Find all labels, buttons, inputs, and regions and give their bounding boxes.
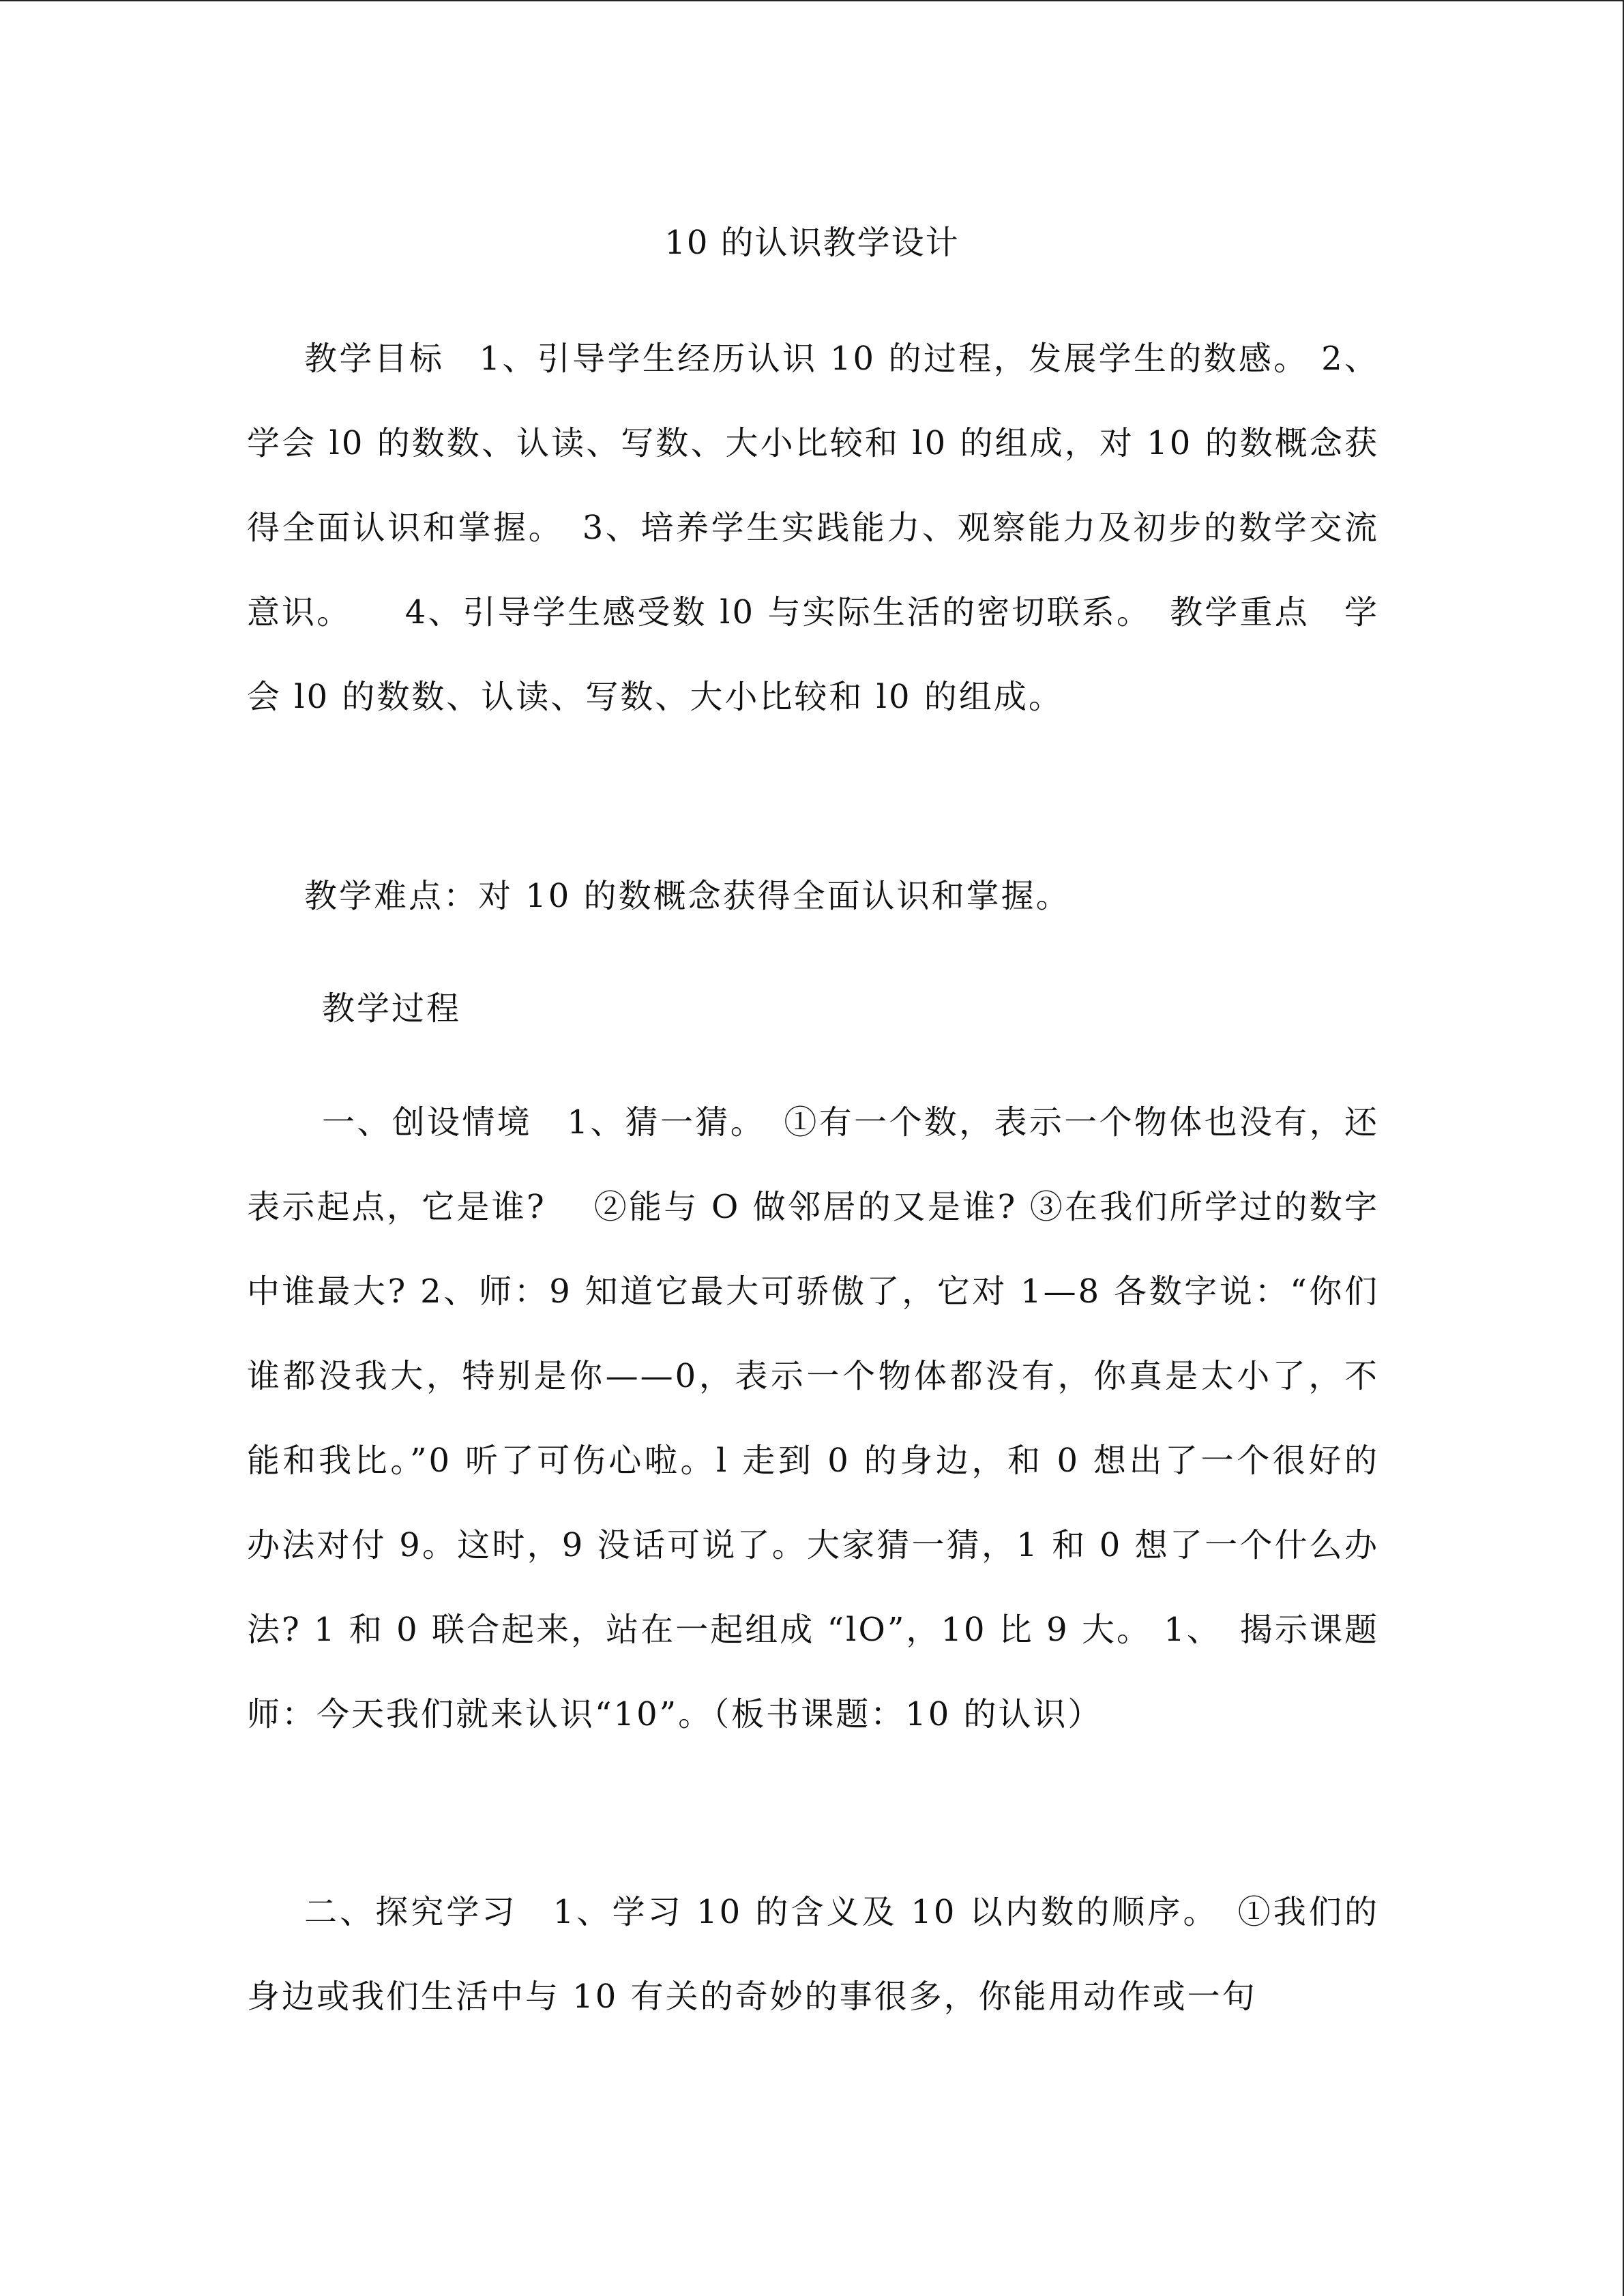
section-1-paragraph: 一、创设情境 1、猜一猜。 ①有一个数，表示一个物体也没有，还表示起点，它是谁? ②能与 O 做邻居的又是谁? ③在我们所学过的数字中谁最大? 2、师：9 知道它最大可骄傲了，它对 1—8 各数字说：“你们谁都没我大，特别是你——0，表示一个物体都没有，你真是太小了，不能和我比。”0 听了可伤心啦。l 走到 0 的身边，和 0 想出了一个很好的办法对付 9。这时，9 没话可说了。大家猜一猜，1 和 0 想了一个什么办法? 1 和 0 联合起来，站在一起组成 “lO”，10 比 9 大。 1、 揭示课题 师：今天我们就来认识“10”。（板书课题：10 的认识） xyxy=(247,1103,1415,1733)
process-heading: 教学过程 xyxy=(322,989,462,1028)
difficulty-paragraph: 教学难点：对 10 的数概念获得全面认识和掌握。 xyxy=(304,877,1071,915)
document-title: 10 的认识教学设计 xyxy=(664,224,960,262)
section-2-paragraph: 二、探究学习 1、学习 10 的含义及 10 以内数的顺序。 ①我们的身边或我们生活中与 10 有关的奇妙的事很多，你能用动作或一句 xyxy=(247,1893,1379,2016)
objectives-paragraph: 教学目标 1、引导学生经历认识 10 的过程，发展学生的数感。 2、学会 l0 的数数、认读、写数、大小比较和 l0 的组成，对 10 的数概念获得全面认识和掌握。 3、培养学生实践能力、观察能力及初步的数学交流意识。 4、引导学生感受数 l0 与实际生活的密切联系。 教学重点 学会 l0 的数数、认读、写数、大小比较和 l0 的组成。 xyxy=(247,340,1379,716)
